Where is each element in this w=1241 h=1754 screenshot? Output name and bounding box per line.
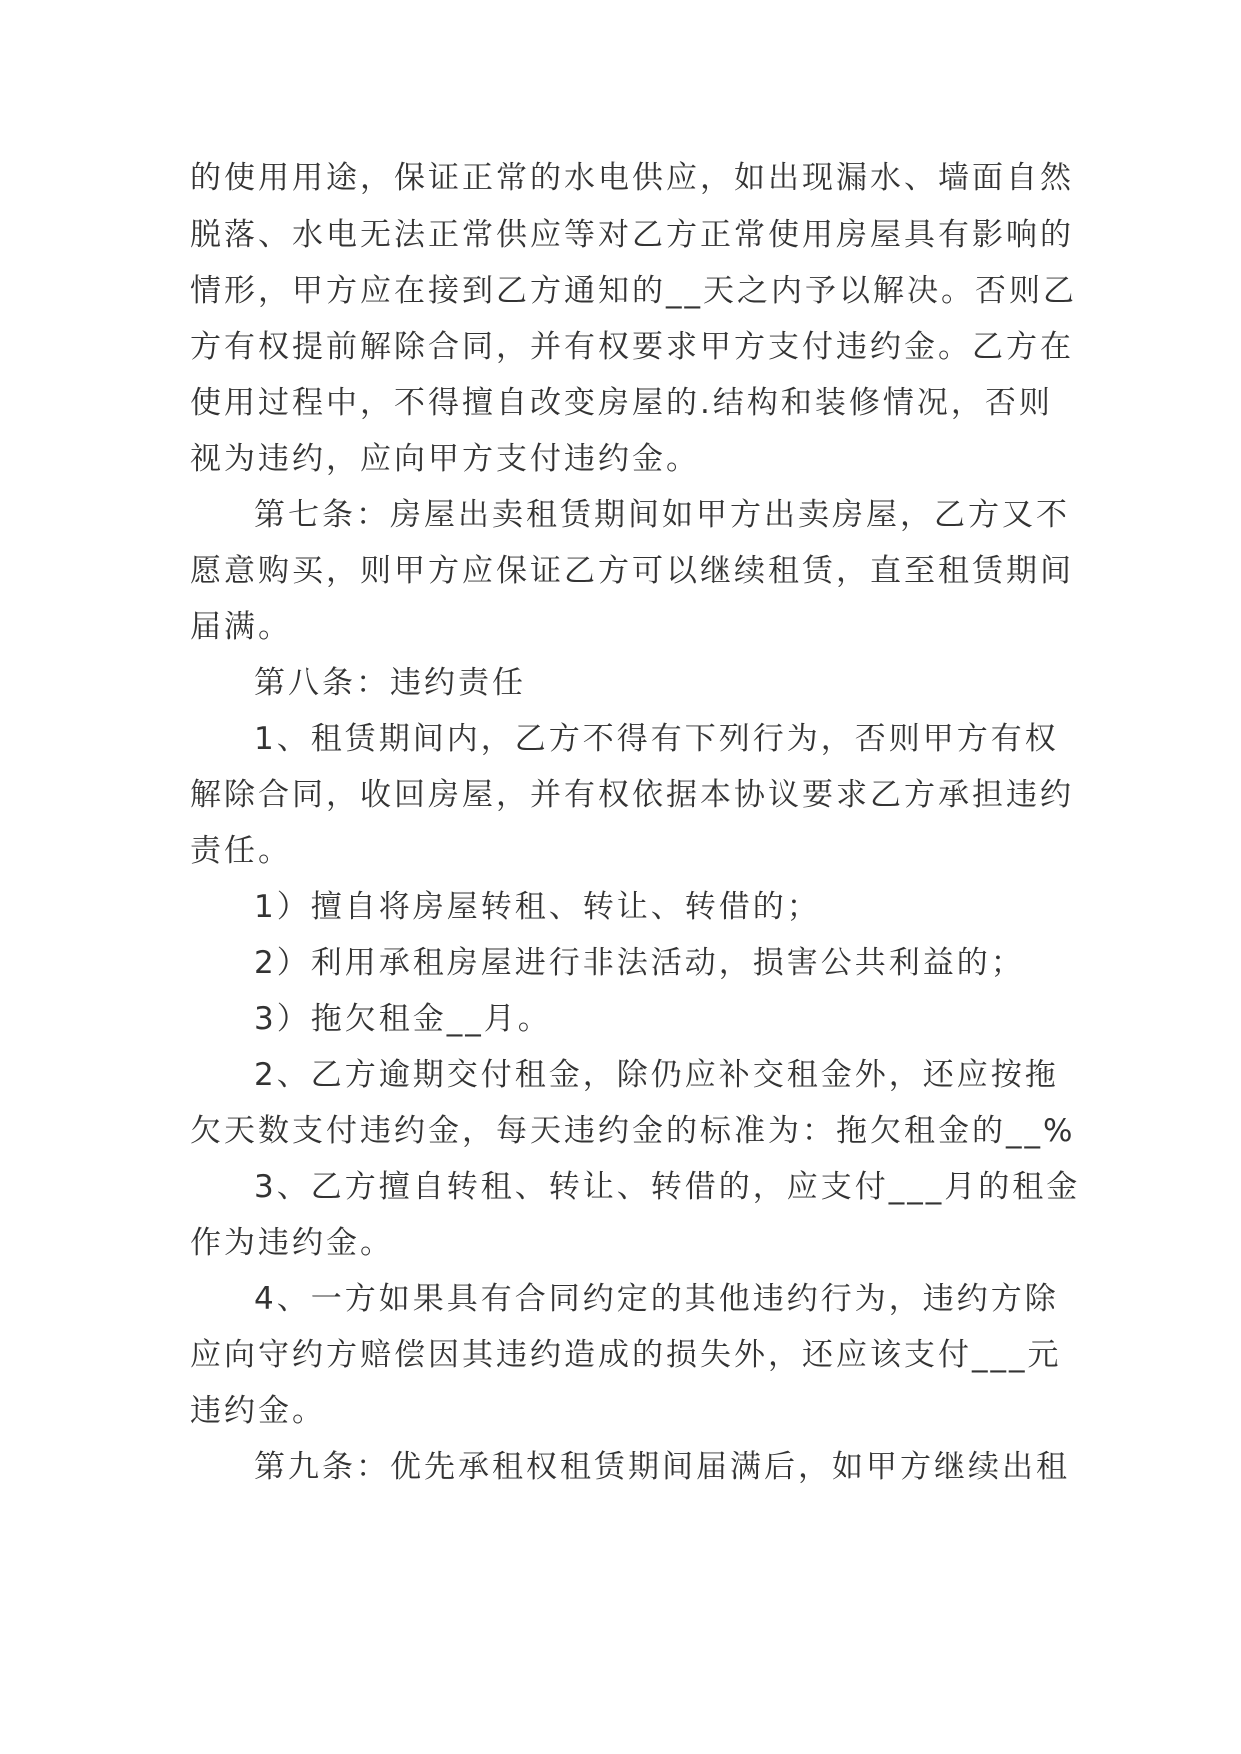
text-line: 违约金。: [190, 1393, 326, 1429]
text-line: 欠天数支付违约金，每天违约金的标准为：拖欠租金的__%: [190, 1113, 1076, 1149]
sub-item-2: 2）利用承租房屋进行非法活动，损害公共利益的；: [254, 945, 1025, 981]
text-line: 作为违约金。: [190, 1225, 394, 1261]
text-line: 愿意购买，则甲方应保证乙方可以继续租赁，直至租赁期间: [190, 553, 1074, 589]
clause-2: 2、乙方逾期交付租金，除仍应补交租金外，还应按拖: [254, 1057, 1059, 1093]
clause-4: 4、一方如果具有合同约定的其他违约行为，违约方除: [254, 1281, 1059, 1317]
article-7-heading: 第七条：房屋出卖租赁期间如甲方出卖房屋，乙方又不: [254, 497, 1070, 533]
sub-item-1: 1）擅自将房屋转租、转让、转借的；: [254, 889, 821, 925]
text-line: 解除合同，收回房屋，并有权依据本协议要求乙方承担违约: [190, 777, 1074, 813]
text-line: 的使用用途，保证正常的水电供应，如出现漏水、墙面自然: [190, 160, 1074, 196]
text-line: 使用过程中，不得擅自改变房屋的.结构和装修情况，否则: [190, 385, 1053, 421]
text-line: 应向守约方赔偿因其违约造成的损失外，还应该支付___元: [190, 1337, 1062, 1373]
text-line: 方有权提前解除合同，并有权要求甲方支付违约金。乙方在: [190, 329, 1074, 365]
text-line: 责任。: [190, 833, 292, 869]
article-9-heading: 第九条：优先承租权租赁期间届满后，如甲方继续出租: [254, 1449, 1070, 1485]
text-line: 届满。: [190, 609, 292, 645]
article-8-heading: 第八条：违约责任: [254, 665, 526, 701]
text-line: 脱落、水电无法正常供应等对乙方正常使用房屋具有影响的: [190, 217, 1074, 253]
clause-1: 1、租赁期间内，乙方不得有下列行为，否则甲方有权: [254, 721, 1059, 757]
text-line: 视为违约，应向甲方支付违约金。: [190, 441, 700, 477]
sub-item-3: 3）拖欠租金__月。: [254, 1001, 552, 1037]
clause-3: 3、乙方擅自转租、转让、转借的，应支付___月的租金: [254, 1169, 1081, 1205]
text-line: 情形，甲方应在接到乙方通知的__天之内予以解决。否则乙: [190, 273, 1077, 309]
